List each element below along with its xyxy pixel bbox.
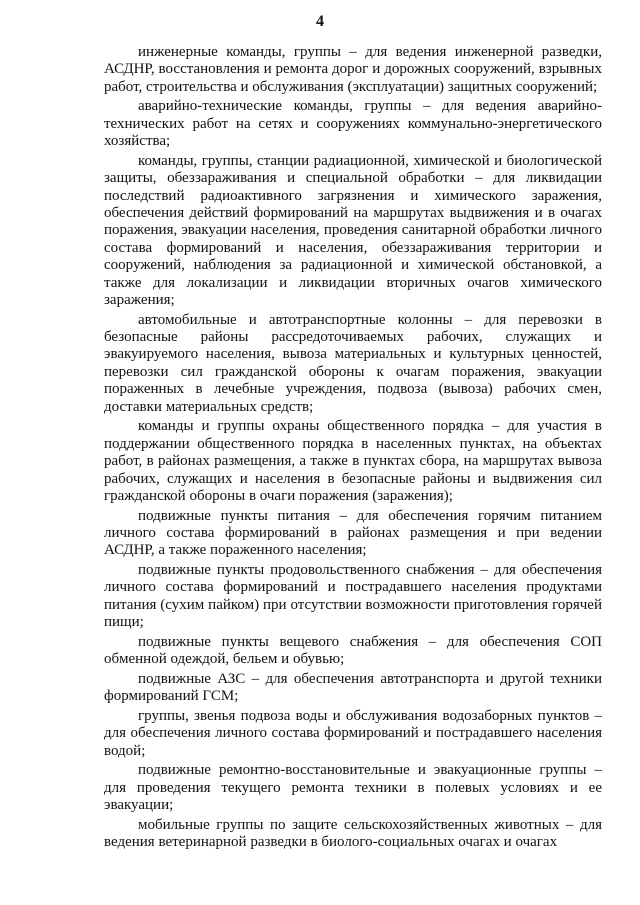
paragraph-mobile-fuel-stations: подвижные АЗС – для обеспечения автотранспорта и другой техники формирований ГСМ; [104, 670, 602, 705]
paragraph-mobile-clothing-supply-points: подвижные пункты вещевого снабжения – для обеспечения СОП обменной одеждой, бельем и обувью; [104, 633, 602, 668]
paragraph-public-order-teams: команды и группы охраны общественного порядка – для участия в поддержании общественного порядка в населенных пунктах, на объектах работ, в районах размещения, а также в пунктах сбора, на маршрутах вывоза рабочих, служащих и населения в безопасные районы и выдвижения сил гражданской обороны в очаги поражения (заражения); [104, 418, 602, 504]
paragraph-animal-protection-groups: мобильные группы по защите сельскохозяйственных животных – для ведения ветеринарной разведки в биолого-социальных очагах и очагах [104, 816, 602, 850]
document-body [104, 44, 602, 854]
paragraph-mobile-food-points: подвижные пункты питания – для обеспечения горячим питанием личного состава формирований в районах размещения и при ведении АСДНР, а также пораженного населения; [104, 507, 602, 559]
paragraph-mobile-food-supply-points: подвижные пункты продовольственного снабжения – для обеспечения личного состава формирований и пострадавшего населения продуктами питания (сухим пайком) при отсутствии возможности приготовления горячей пищи; [104, 561, 602, 631]
paragraph-water-supply-groups: группы, звенья подвоза воды и обслуживания водозаборных пунктов – для обеспечения личного состава формирований и пострадавшего населения водой; [104, 707, 602, 759]
paragraph-repair-evacuation-groups: подвижные ремонтно-восстановительные и эвакуационные группы – для проведения текущего ремонта техники в полевых условиях и ее эвакуации; [104, 762, 602, 813]
paragraph-rcb-protection-teams: команды, группы, станции радиационной, химической и биологической защиты, обеззараживания и специальной обработки – для ликвидации последствий радиоактивного загрязнения и химического заражения, обеспечения действий формирований на маршрутах выдвижения и в очагах поражения, эвакуации населения, проведения санитарной обработки личного состава формирований и населения, обеззараживания территории и сооружений, наблюдения за радиационной и химической обстановкой, а также для локализации и ликвидации вторичных очагов химического заражения; [104, 152, 602, 309]
paragraph-motor-transport-columns: автомобильные и автотранспортные колонны – для перевозки в безопасные районы рассредоточиваемых рабочих, служащих и эвакуируемого населения, вывоза материальных и культурных ценностей, перевозки сил гражданской обороны к очагам поражения, эвакуации пораженных в лечебные учреждения, подвоза (вывоза) рабочих смен, доставки материальных средств; [104, 311, 602, 415]
page-number: 4 [316, 13, 324, 30]
paragraph-engineering-teams: инженерные команды, группы – для ведения инженерной разведки, АСДНР, восстановления и ремонта дорог и дорожных сооружений, взрывных работ, строительства и обслуживания (эксплуатации) защитных сооружений; [104, 44, 602, 95]
paragraph-emergency-technical-teams: аварийно-технические команды, группы – для ведения аварийно-технических работ на сетях и сооружениях коммунально-энергетического хозяйства; [104, 98, 602, 150]
